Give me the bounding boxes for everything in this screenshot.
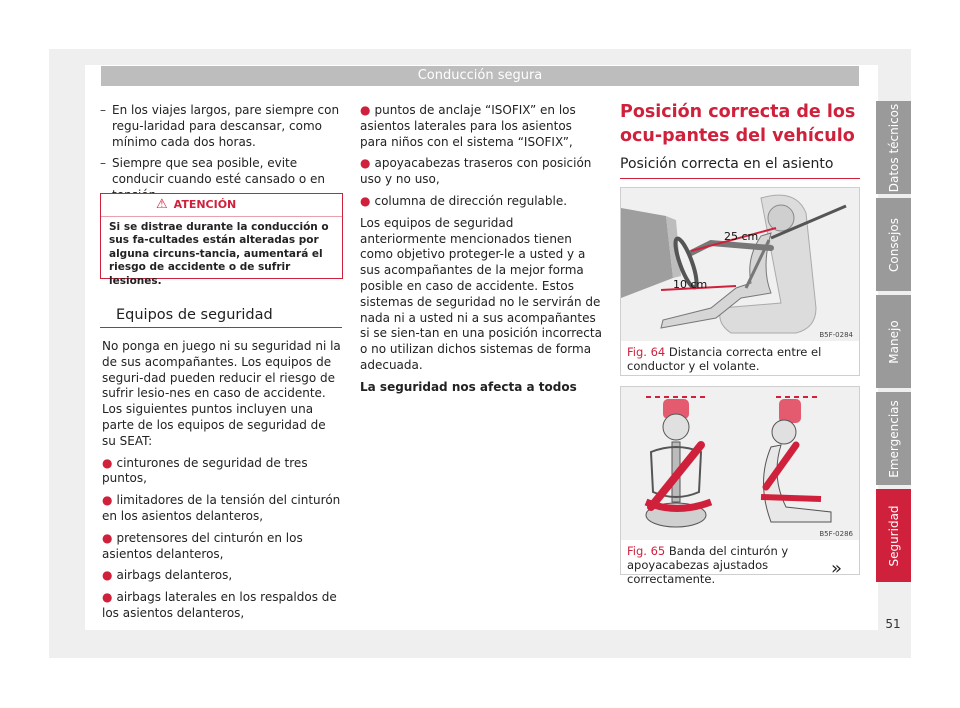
bullet-icon: ● [360,156,371,171]
tab-consejos[interactable] [876,198,911,291]
warning-box [100,193,343,287]
dash-item: – Siempre que sea posible, evite conducir cuando esté cansado o en [102,156,342,203]
list-item: ● limitadores de la tensión del cinturón en los asientos delanteros, [102,493,341,523]
bullet-icon: ● [360,103,371,117]
list-item: ● columna de dirección regulable. [360,193,568,208]
tab-datos-tecnicos[interactable] [876,101,911,194]
figure-code: B5F-0286 [819,530,853,538]
tab-emergencias[interactable] [876,392,911,485]
tab-manejo[interactable] [876,295,911,388]
list-item: ● airbags delanteros, [102,568,233,583]
tab-label: Consejos [886,217,901,272]
bullet-icon: ● [102,568,113,583]
list-item: ● airbags laterales en los respaldos de los asientos delanteros, [102,590,337,620]
figure-64 [620,187,860,376]
dash-item: – En los viajes largos, pare siempre con regu-laridad para descansar, como mínimo cada dos horas. [102,103,342,150]
continue-arrows-icon: » [831,558,843,579]
list-item: ● puntos de anclaje “ISOFIX” en los asientos laterales para los asientos para niños con el sistema “ISOFIX”, [360,103,576,149]
caption-text: Distancia correcta entre el conductor y el volante. [627,345,822,373]
figure-65-caption [627,544,853,586]
body-paragraph: Los equipos de seguridad anteriormente mencionados tienen como objetivo proteger-le a usted y a sus acompañantes de la mejor forma posible en caso de accidente. Estos sistemas de seguridad no le servirán de nada ni a usted ni a sus acompañantes si se sien-tan en una posición incorrecta o no utilizan dichos sistemas de forma adecuada. [360,215,602,372]
section-heading [100,297,342,328]
tab-label: Emergencias [886,399,901,478]
figure-number: Fig. 65 [627,544,666,558]
figure-64-illustration [621,188,859,341]
warning-triangle-icon: ⚠ [156,197,168,212]
warning-header [101,194,342,217]
figure-code: B5F-0284 [819,331,853,339]
figure-64-caption [627,345,853,373]
bullet-icon: ● [102,530,113,545]
tab-label: Seguridad [886,504,901,567]
figure-65-illustration [621,387,859,540]
bullet-icon: ● [102,493,113,508]
list-item: ● pretensores del cinturón en los asientos delanteros, [102,530,303,561]
figure-65 [620,386,860,586]
sub-heading: Posición correcta en el asiento [620,156,860,179]
section-title: Equipos de seguridad [116,307,273,323]
main-heading: Posición correcta de los ocu-pantes del vehículo [620,102,856,146]
column-2 [360,103,602,402]
list-item: ● apoyacabezas traseros con posición uso y no uso, [360,156,592,187]
caption-text: Banda del cinturón y apoyacabezas ajustados correctamente. [627,544,789,586]
tab-label: Manejo [886,319,901,364]
bold-line: La seguridad nos afecta a todos [360,379,577,394]
figure-number: Fig. 64 [627,345,666,359]
measure-25cm: 25 cm [724,230,759,243]
list-item: ● cinturones de seguridad de tres puntos, [102,455,308,486]
column-1-body [102,339,342,628]
bullet-icon: ● [102,455,113,470]
page-number: 51 [885,617,901,631]
tab-label: Datos técnicos [886,103,901,192]
bullet-icon: ● [102,590,113,605]
tab-seguridad[interactable] [876,489,911,582]
measure-10cm: 10 cm [673,278,708,291]
intro-paragraph: No ponga en juego ni su seguridad ni la de sus acompañantes. Los equipos de seguri-dad pueden reducir el riesgo de sufrir lesio-nes en caso de accidente. Los siguientes puntos incluyen una parte de los equipos de seguridad de su SEAT: [102,339,341,448]
chapter-header: Conducción segura [101,66,859,86]
warning-text: Si se distrae durante la conducción o sus fa-cultades están alteradas por alguna circuns-tancia, aumentará el riesgo de accidente o de sufrir lesiones. [109,221,329,287]
warning-title: ATENCIÓN [173,198,237,211]
bullet-icon: ● [360,193,371,208]
